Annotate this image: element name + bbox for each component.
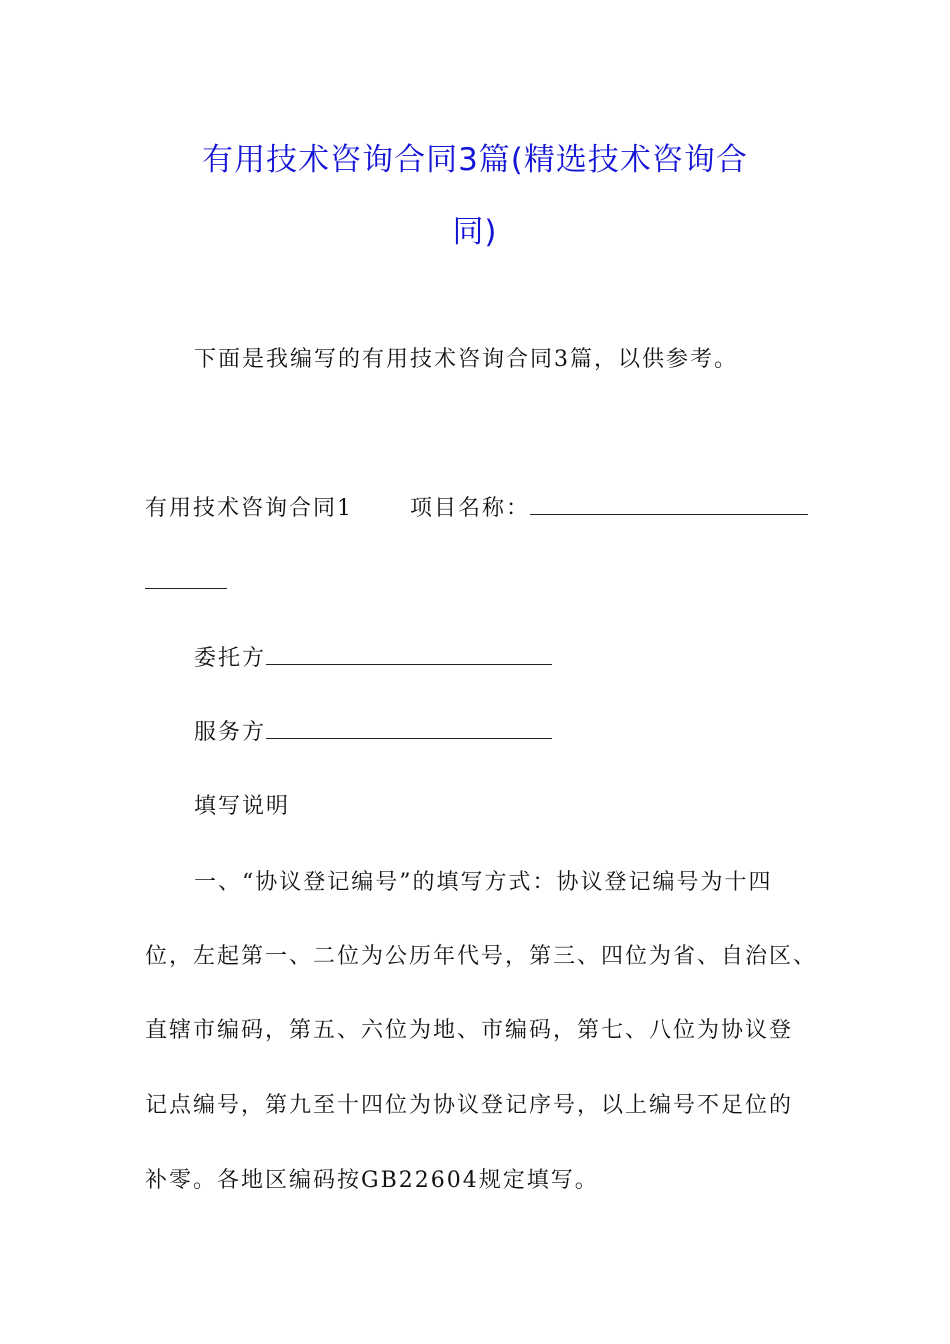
paragraph-line: 一、“协议登记编号”的填写方式：协议登记编号为十四	[194, 870, 773, 895]
client-blank	[266, 644, 552, 665]
intro-paragraph: 下面是我编写的有用技术咨询合同3篇，以供参考。	[194, 347, 738, 372]
paragraph-line: 补零。各地区编码按GB22604规定填写。	[145, 1168, 599, 1193]
document-title-line-2: 同)	[452, 214, 498, 250]
paragraph-line: 记点编号，第九至十四位为协议登记序号，以上编号不足位的	[145, 1093, 794, 1118]
section-heading: 有用技术咨询合同1	[145, 496, 353, 521]
client-field	[194, 644, 552, 674]
client-label: 委托方	[194, 646, 267, 671]
provider-field	[194, 718, 552, 748]
project-name-blank-continuation	[145, 568, 227, 598]
project-name-label: 项目名称：	[410, 496, 531, 521]
paragraph-line: 直辖市编码，第五、六位为地、市编码，第七、八位为协议登	[145, 1018, 794, 1043]
document-title-line-1: 有用技术咨询合同3篇(精选技术咨询合	[202, 142, 748, 178]
paragraph-line: 位，左起第一、二位为公历年代号，第三、四位为省、自治区、	[145, 944, 818, 969]
project-name-blank	[530, 494, 808, 515]
instructions-heading: 填写说明	[194, 794, 291, 819]
project-name-field	[410, 494, 808, 524]
provider-label: 服务方	[194, 720, 267, 745]
provider-blank	[266, 718, 552, 739]
project-name-blank-2	[145, 568, 227, 589]
